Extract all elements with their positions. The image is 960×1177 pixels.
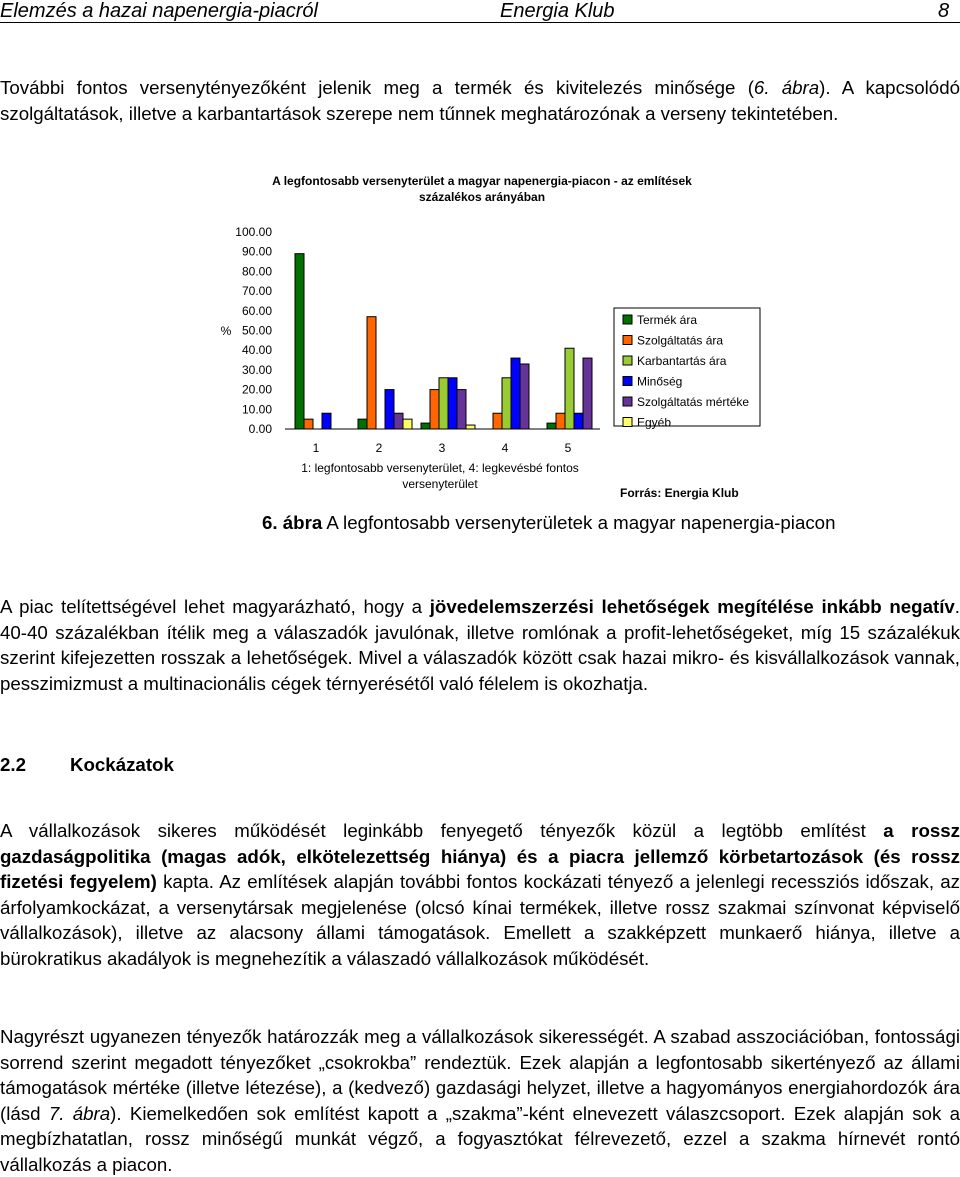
legend-label: Termék ára — [637, 313, 698, 327]
bar — [457, 390, 466, 429]
x-tick-label: 5 — [564, 441, 572, 455]
y-tick-label: 0.00 — [248, 422, 272, 436]
x-tick-label: 1 — [312, 441, 320, 455]
y-tick-label: 40.00 — [241, 343, 272, 358]
page-header — [0, 0, 960, 22]
header-title: Elemzés a hazai napenergia-piacról — [0, 0, 318, 22]
bar-chart — [0, 160, 960, 510]
bar — [430, 390, 439, 429]
figure-reference: 6. ábra — [753, 77, 820, 98]
figure-number: 6. ábra — [262, 512, 323, 533]
x-tick-label: 3 — [438, 441, 446, 455]
y-tick-label: 100.00 — [235, 225, 272, 239]
bar — [367, 317, 376, 429]
legend-swatch — [623, 377, 632, 386]
section-number: 2.2 — [0, 754, 26, 775]
y-axis-label: % — [220, 324, 232, 338]
figure-caption — [262, 512, 835, 534]
bar — [511, 358, 520, 429]
legend-label: Szolgáltatás ára — [637, 333, 724, 348]
bar — [403, 419, 412, 429]
bar — [502, 378, 511, 429]
y-tick-label: 20.00 — [241, 382, 272, 397]
bar — [466, 425, 475, 429]
bar — [322, 413, 331, 429]
income-paragraph: A piac telítettségével lehet magyarázható, hogy a jövedelemszerzési lehetőségek megítélése inkább negatív. 40-40 százalékban ítélik meg a válaszadók javulónak, illetve romlónak a profit-lehetőségeket, míg 15 százalékuk szerint kifejezetten rosszak a lehetőségek. Mivel a válaszadók között csak hazai mikro- és kisvállalkozások vannak, pesszimizmust a multinacionális cégek térnyerésétől való félelem is okozhatja. — [0, 596, 960, 694]
legend-swatch — [623, 397, 632, 406]
y-tick-label: 70.00 — [241, 284, 272, 299]
bar — [520, 364, 529, 429]
bar — [439, 378, 448, 429]
figure-caption-text: A legfontosabb versenyterületek a magyar napenergia-piacon — [322, 512, 836, 533]
page-number: 8 — [938, 0, 950, 22]
legend-label: Egyéb — [637, 415, 672, 430]
bar — [448, 378, 457, 429]
header-rule — [0, 22, 960, 23]
bar — [493, 413, 502, 429]
x-tick-label: 2 — [375, 441, 383, 455]
bar — [421, 423, 430, 429]
legend-swatch — [623, 315, 632, 324]
success-paragraph: Nagyrészt ugyanezen tényezők határozzák meg a vállalkozások sikerességét. A szabad asszociációban, fontossági sorrend szerint megadott tényezőket „csokrokba” rendeztük. Ezek alapján a legfontosabb sikertényező az állami támogatások mértéke (illetve létezése), a (kedvező) gazdasági helyzet, illetve a hagyományos energiahordozók ára (lásd 7. ábra). Kiemelkedően sok említést kapott a „szakma”-ként elnevezett válaszcsoport. Ezek alapján sok a megbízhatatlan, rossz minőségű munkát végző, a fogyasztókat félrevezető, ezzel a szakma hírnevét rontó vállalkozás a piacon. — [0, 1026, 960, 1175]
bar — [304, 419, 313, 429]
chart-source: Forrás: Energia Klub — [620, 486, 739, 500]
bar — [547, 423, 556, 429]
bar — [385, 390, 394, 429]
bar — [394, 413, 403, 429]
chart-title-line2: százalékos arányában — [418, 190, 546, 204]
x-tick-label: 4 — [501, 441, 509, 455]
bar — [295, 254, 304, 429]
y-tick-label: 10.00 — [241, 402, 272, 417]
section-title: Kockázatok — [70, 754, 174, 775]
chart-title-line1: A legfontosabb versenyterület a magyar napenergia-piacon - az említések — [272, 174, 692, 188]
legend-swatch — [623, 356, 632, 365]
bar — [358, 419, 367, 429]
x-axis-label-line1: 1: legfontosabb versenyterület, 4: legkevésbé fontos — [301, 461, 579, 475]
y-tick-label: 80.00 — [241, 264, 272, 279]
bar — [583, 358, 592, 429]
legend-label: Karbantartás ára — [637, 354, 727, 368]
bar — [574, 413, 583, 429]
header-publisher: Energia Klub — [500, 0, 615, 22]
intro-paragraph: További fontos versenytényezőként jelenik meg a termék és kivitelezés minősége (6. ábra). A kapcsolódó szolgáltatások, illetve a karbantartások szerepe nem tűnnek meghatározónak a verseny tekintetében. — [0, 77, 960, 124]
legend-swatch — [623, 336, 632, 345]
legend-swatch — [623, 418, 632, 427]
bar — [556, 413, 565, 429]
section-heading — [0, 754, 174, 776]
risks-paragraph: A vállalkozások sikeres működését leginkább fenyegető tényezők közül a legtöbb említést a rossz gazdaságpolitika (magas adók, elkötelezettség hiánya) és a piacra jellemző körbetartozások (és rossz fizetési fegyelem) kapta. Az említések alapján további fontos kockázati tényező a jelenlegi recessziós időszak, az árfolyamkockázat, a versenytársak megjelenése (olcsó kínai termékek, illetve rossz szakmai színvonat képviselő vállalkozások), illetve az alacsony állami támogatások. Emellett a szakképzett munkaerő hiánya, illetve a bürokratikus akadályok is megnehezítik a válaszadó vállalkozások működését. — [0, 820, 960, 969]
x-axis-label-line2: versenyterület — [402, 477, 478, 491]
legend-label: Szolgáltatás mértéke — [637, 395, 750, 409]
bar — [565, 348, 574, 429]
y-tick-label: 50.00 — [241, 323, 272, 338]
y-tick-label: 30.00 — [241, 362, 272, 377]
y-tick-label: 60.00 — [241, 303, 272, 318]
y-tick-label: 90.00 — [241, 244, 272, 259]
legend-label: Minőség — [637, 374, 683, 389]
